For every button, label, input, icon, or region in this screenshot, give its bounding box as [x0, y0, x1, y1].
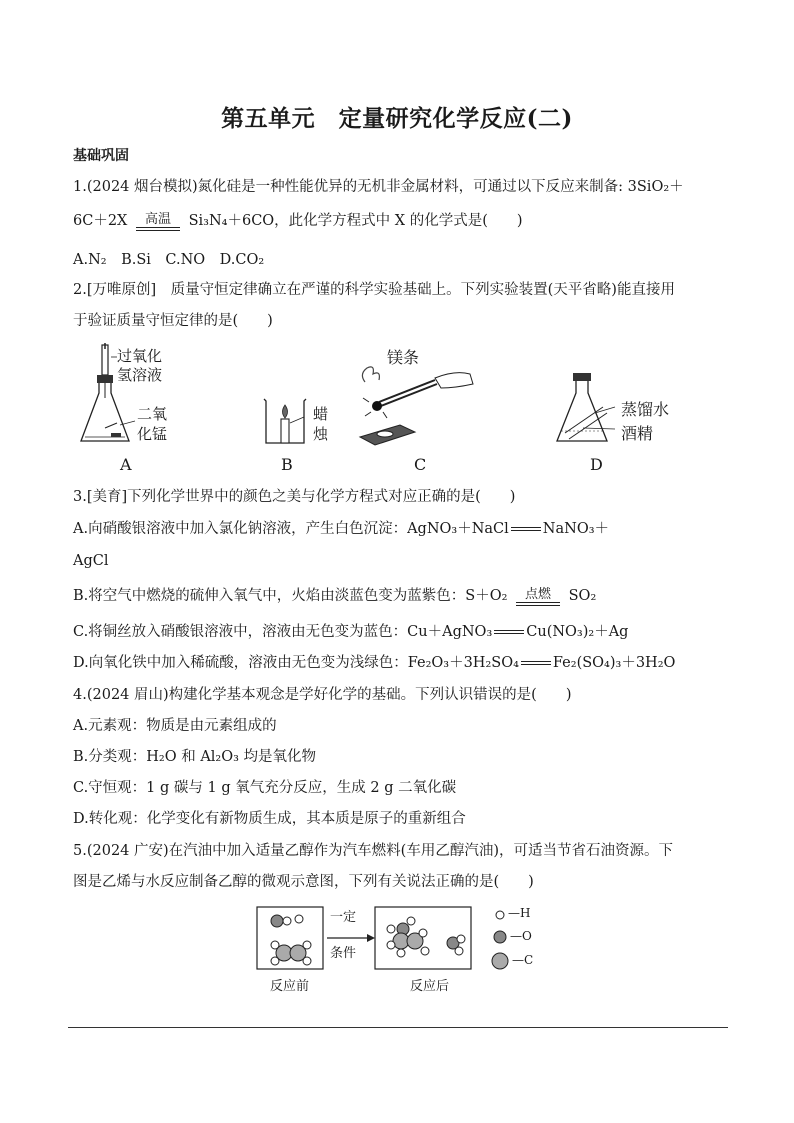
- apparatus-a-label-2: 氢溶液: [117, 366, 163, 384]
- q3-b-condition-text: 点燃: [525, 587, 552, 602]
- apparatus-a-label-1: 过氧化: [117, 347, 163, 365]
- apparatus-a-label-3: 二氧: [137, 405, 168, 423]
- q3-stem: 3.[美育]下列化学世界中的颜色之美与化学方程式对应正确的是( ): [73, 489, 516, 505]
- footer-divider: [68, 1027, 728, 1028]
- q4-option-a: A.元素观：物质是由元素组成的: [73, 718, 277, 734]
- q3-option-b: [73, 586, 596, 606]
- q1-stem-line2: [73, 211, 523, 231]
- legend-o: —O: [510, 929, 532, 943]
- q2-stem-line2: 于验证质量守恒定律的是( ): [73, 313, 273, 329]
- apparatus-c-figure: [355, 362, 485, 447]
- q5-stem-line1: 5.(2024 广安)在汽油中加入适量乙醇作为汽车燃料(车用乙醇汽油)，可适当节省石油资源。下: [73, 843, 673, 859]
- q3-a-equals: [511, 527, 541, 531]
- q3-option-c: [73, 622, 628, 642]
- apparatus-d-figure: [553, 373, 623, 445]
- q3-c-reactants: C.将铜丝放入硝酸银溶液中，溶液由无色变为蓝色：Cu＋AgNO₃: [73, 624, 493, 640]
- q3-c-products: Cu(NO₃)₂＋Ag: [526, 624, 629, 640]
- q1-stem-line1: 1.(2024 烟台模拟)氮化硅是一种性能优异的无机非金属材料，可通过以下反应来制备: 3SiO₂＋: [73, 179, 684, 195]
- q3-a-products: NaNO₃＋: [542, 521, 610, 537]
- q3-option-a-line1: [73, 519, 609, 539]
- q3-b-products: SO₂: [568, 588, 597, 604]
- apparatus-a-label-4: 化锰: [137, 425, 168, 443]
- arrow-condition-bottom: 条件: [330, 946, 357, 961]
- q3-b-reactants: B.将空气中燃烧的硫伸入氧气中，火焰由淡蓝色变为蓝紫色：S＋O₂: [73, 588, 508, 604]
- apparatus-d-label-1: 蒸馏水: [621, 400, 670, 419]
- apparatus-c-letter: C: [414, 455, 427, 474]
- q4-option-d: D.转化观：化学变化有新物质生成，其本质是原子的重新组合: [73, 811, 466, 827]
- q2-stem-line1: 2.[万唯原创] 质量守恒定律确立在严谨的科学实验基础上。下列实验装置(天平省略)能直接用: [73, 282, 675, 298]
- legend-h: —H: [508, 906, 531, 920]
- q1-options: A.N₂ B.Si C.NO D.CO₂: [73, 252, 265, 268]
- q1-condition: [136, 213, 180, 231]
- q1-products: Si₃N₄＋6CO，此化学方程式中 X 的化学式是( ): [188, 213, 523, 229]
- apparatus-d-letter: D: [590, 455, 603, 474]
- q3-b-condition: [516, 588, 560, 606]
- q3-option-d: [73, 653, 675, 673]
- q3-c-equals: [494, 630, 524, 634]
- arrow-condition-top: 一定: [330, 910, 357, 925]
- q4-option-b: B.分类观：H₂O 和 Al₂O₃ 均是氧化物: [73, 749, 317, 765]
- apparatus-d-label-2: 酒精: [621, 424, 654, 443]
- apparatus-b-label-2: 烛: [313, 425, 329, 443]
- q3-b-equals: [516, 602, 560, 606]
- q3-d-reactants: D.向氧化铁中加入稀硫酸，溶液由无色变为浅绿色：Fe₂O₃＋3H₂SO₄: [73, 655, 519, 671]
- q3-d-products: Fe₂(SO₄)₃＋3H₂O: [552, 655, 676, 671]
- page-title: 第五单元 定量研究化学反应(二): [221, 105, 573, 132]
- apparatus-b-label-1: 蜡: [313, 405, 329, 423]
- apparatus-c-label: 镁条: [387, 348, 420, 367]
- q4-option-c: C.守恒观：1 g 碳与 1 g 氧气充分反应，生成 2 g 二氧化碳: [73, 780, 457, 796]
- q1-condition-text: 高温: [144, 212, 171, 227]
- q1-reactants: 6C＋2X: [73, 213, 128, 229]
- q1-equals-sign: [136, 227, 180, 231]
- before-label: 反应前: [270, 979, 310, 994]
- section-heading: 基础巩固: [73, 148, 129, 164]
- q3-d-equals: [521, 661, 551, 665]
- legend-c: —C: [512, 953, 534, 967]
- q3-option-a-line2: AgCl: [73, 553, 109, 569]
- after-label: 反应后: [410, 979, 450, 994]
- q3-a-reactants: A.向硝酸银溶液中加入氯化钠溶液，产生白色沉淀：AgNO₃＋NaCl: [73, 521, 509, 537]
- apparatus-a-letter: A: [120, 455, 132, 474]
- apparatus-b-letter: B: [281, 455, 293, 474]
- q5-stem-line2: 图是乙烯与水反应制备乙醇的微观示意图，下列有关说法正确的是( ): [73, 874, 534, 890]
- q4-stem: 4.(2024 眉山)构建化学基本观念是学好化学的基础。下列认识错误的是( ): [73, 687, 572, 703]
- apparatus-b-figure: [260, 395, 310, 447]
